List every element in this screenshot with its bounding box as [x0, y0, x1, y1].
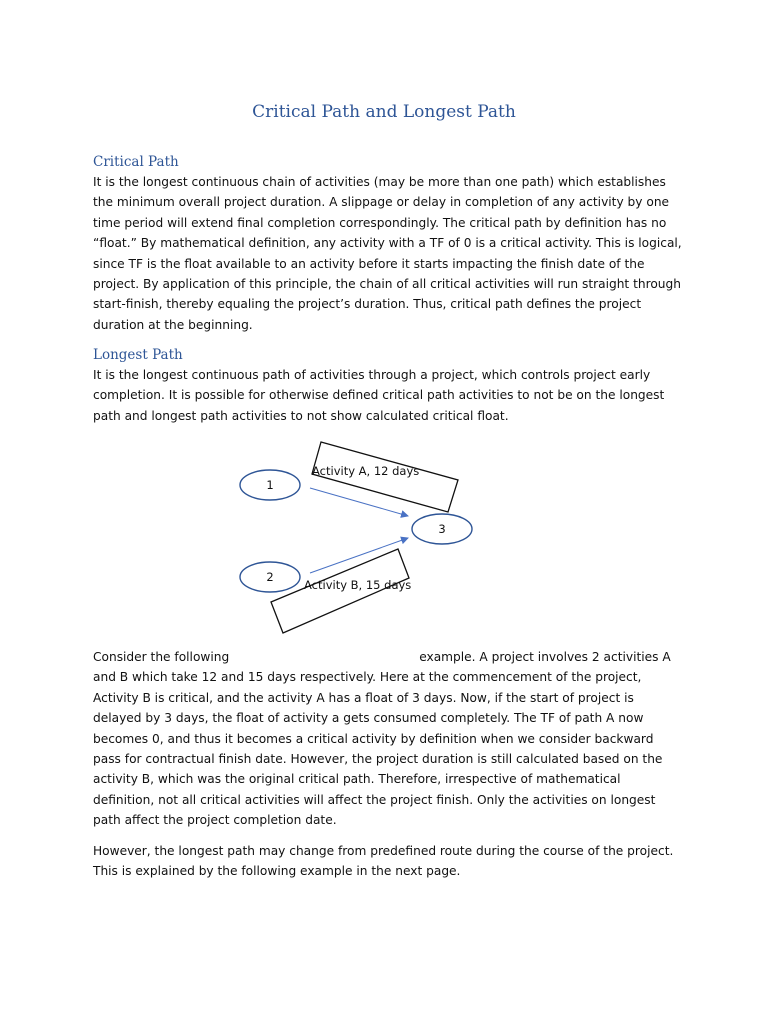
- node-3-label: 3: [438, 522, 446, 536]
- closing-paragraph: However, the longest path may change from predefined route during the course of the project. This is explained by the following example in the next page.: [93, 844, 674, 879]
- node-1-label: 1: [266, 478, 274, 492]
- activity-network-diagram: [230, 432, 490, 642]
- example-paragraph-rest: example. A project involves 2 activities A and B which take 12 and 15 days respectively. Here at the commencement of the project, Activity B is critical, and the activity A has a float of 3 days. Now, if the start of project is delayed by 3 days, the float of activity a gets consumed completely. The TF of path A now becomes 0, and thus it becomes a critical activity by definition when we consider backward pass for contractual finish date. However, the project duration is still calculated based on the activity B, which was the original critical path. Therefore, irrespective of mathematical definition, not all critical activities will affect the project finish. Only the activities on longest path affect the project completion date.: [93, 650, 671, 828]
- example-paragraph-start: Consider the following: [93, 650, 230, 664]
- example-paragraph: [93, 647, 683, 831]
- longest-path-paragraph: It is the longest continuous path of activities through a project, which controls project early completion. It is possible for otherwise defined critical path activities to not be on the longest path and longest path activities to not show calculated critical float.: [93, 368, 665, 423]
- activity-a-label: Activity A, 12 days: [312, 464, 420, 478]
- critical-path-paragraph: It is the longest continuous chain of activities (may be more than one path) which establishes the minimum overall project duration. A slippage or delay in completion of any activity by one time period will extend final completion correspondingly. The critical path by definition has no “float.” By mathematical definition, any activity with a TF of 0 is a critical activity. This is logical, since TF is the float available to an activity before it starts impacting the finish date of the project. By application of this principle, the chain of all critical activities will run straight through start-finish, thereby equaling the project’s duration. Thus, critical path defines the project duration at the beginning.: [93, 175, 682, 332]
- activity-b-arrow: [310, 538, 408, 573]
- activity-b-label: Activity B, 15 days: [304, 578, 412, 592]
- section-heading-longest-path: Longest Path: [93, 347, 183, 363]
- page-title: Critical Path and Longest Path: [252, 102, 516, 122]
- activity-a-arrow: [310, 488, 408, 516]
- node-2-label: 2: [266, 570, 274, 584]
- section-heading-critical-path: Critical Path: [93, 154, 179, 170]
